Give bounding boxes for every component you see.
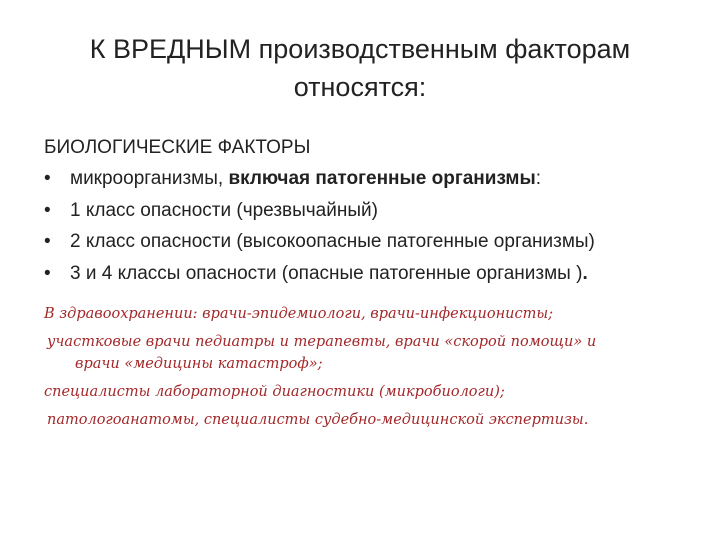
biological-factors-section — [44, 133, 704, 289]
healthcare-notes — [44, 303, 694, 431]
list-item-text: 1 класс опасности (чрезвычайный) — [70, 199, 378, 221]
list-item — [44, 226, 704, 258]
factor-list — [44, 163, 704, 289]
list-item-tail: : — [535, 168, 541, 189]
slide-title — [40, 30, 680, 106]
bullet-icon: • — [44, 231, 51, 252]
note-line: специалисты лабораторной диагностики (микробиологи); — [44, 384, 505, 400]
note-line: В здравоохранении: врачи-эпидемиологи, врачи-инфекционисты; — [44, 306, 554, 322]
note-line: патологоанатомы, специалисты судебно-медицинской экспертизы. — [47, 412, 589, 428]
list-item — [44, 195, 704, 227]
slide-title-line-2: относятся: — [293, 72, 427, 102]
note-line-text: участковые врачи педиатры и терапевты, врачи «скорой помощи» и — [47, 334, 597, 350]
note-line-continuation: врачи «медицины катастроф»; — [75, 356, 323, 372]
list-item-tail: . — [582, 262, 588, 284]
section-heading: БИОЛОГИЧЕСКИЕ ФАКТОРЫ — [44, 137, 311, 158]
slide-title-line-1: К ВРЕДНЫМ производственным факторам — [89, 34, 631, 64]
list-item — [44, 258, 704, 290]
list-item-text: 2 класс опасности (высокоопасные патогенные организмы) — [70, 231, 595, 252]
list-item — [44, 163, 704, 195]
note-line — [44, 331, 694, 375]
list-item-text: 3 и 4 классы опасности (опасные патогенные организмы ) — [70, 262, 583, 284]
bullet-icon: • — [44, 199, 51, 221]
bullet-icon: • — [44, 262, 51, 284]
list-item-emphasis: включая патогенные организмы — [228, 168, 536, 189]
bullet-icon: • — [44, 168, 51, 189]
list-item-text: микроорганизмы, — [70, 168, 229, 189]
